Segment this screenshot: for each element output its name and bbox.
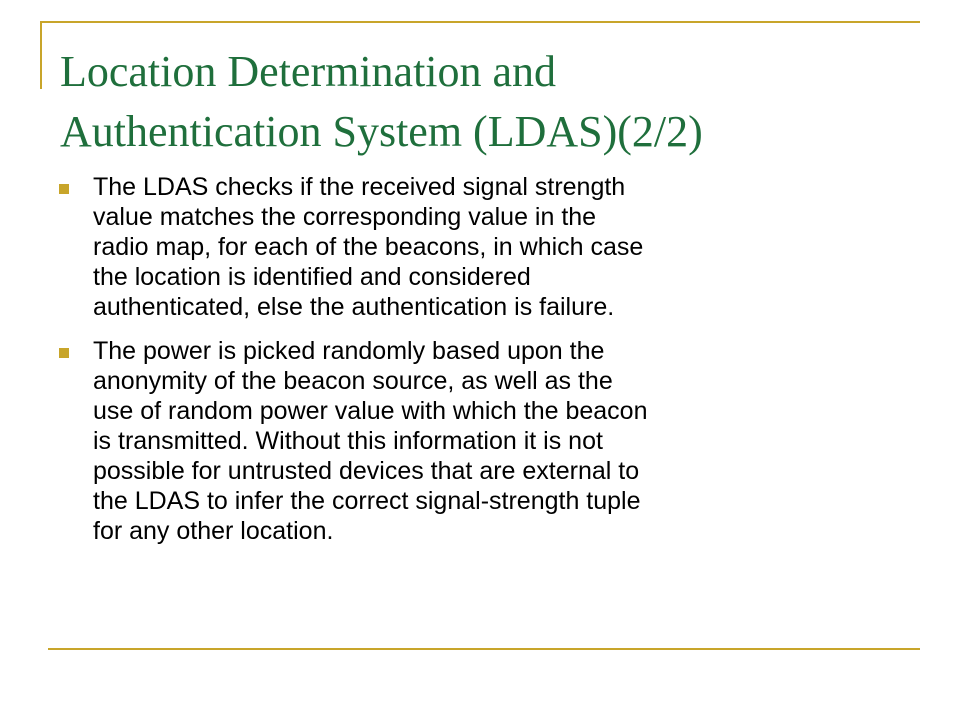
slide-title-line-2: Authentication System (LDAS)(2/2)	[60, 107, 703, 156]
top-rule	[40, 21, 920, 23]
left-rule	[40, 21, 42, 89]
bullet-2-line-2: anonymity of the beacon source, as well as the	[93, 367, 613, 395]
bullet-2-line-6: the LDAS to infer the correct signal-strength tuple	[93, 487, 641, 515]
slide-title-line-1: Location Determination and	[60, 47, 557, 96]
bullet-list	[58, 172, 918, 560]
bullet-1-line-2: value matches the corresponding value in the	[93, 203, 597, 231]
bullet-1-line-3: radio map, for each of the beacons, in which case	[93, 233, 644, 261]
bullet-2-line-4: is transmitted. Without this information it is not	[93, 427, 603, 455]
bullet-item-1	[58, 172, 918, 322]
bullet-item-2	[58, 336, 918, 546]
bullet-1-line-4: the location is identified and considered	[93, 263, 531, 291]
bullet-2-line-5: possible for untrusted devices that are external to	[93, 457, 640, 485]
bullet-2-line-3: use of random power value with which the beacon	[93, 397, 648, 425]
bullet-2-line-1: The power is picked randomly based upon the	[93, 337, 605, 365]
bullet-2-line-7: for any other location.	[93, 517, 334, 545]
square-bullet-icon	[59, 184, 69, 194]
square-bullet-icon	[59, 348, 69, 358]
bullet-1-line-5: authenticated, else the authentication is failure.	[93, 293, 615, 321]
bullet-1-line-1: The LDAS checks if the received signal strength	[93, 173, 626, 201]
bottom-rule	[48, 648, 920, 650]
slide-title	[60, 42, 920, 162]
